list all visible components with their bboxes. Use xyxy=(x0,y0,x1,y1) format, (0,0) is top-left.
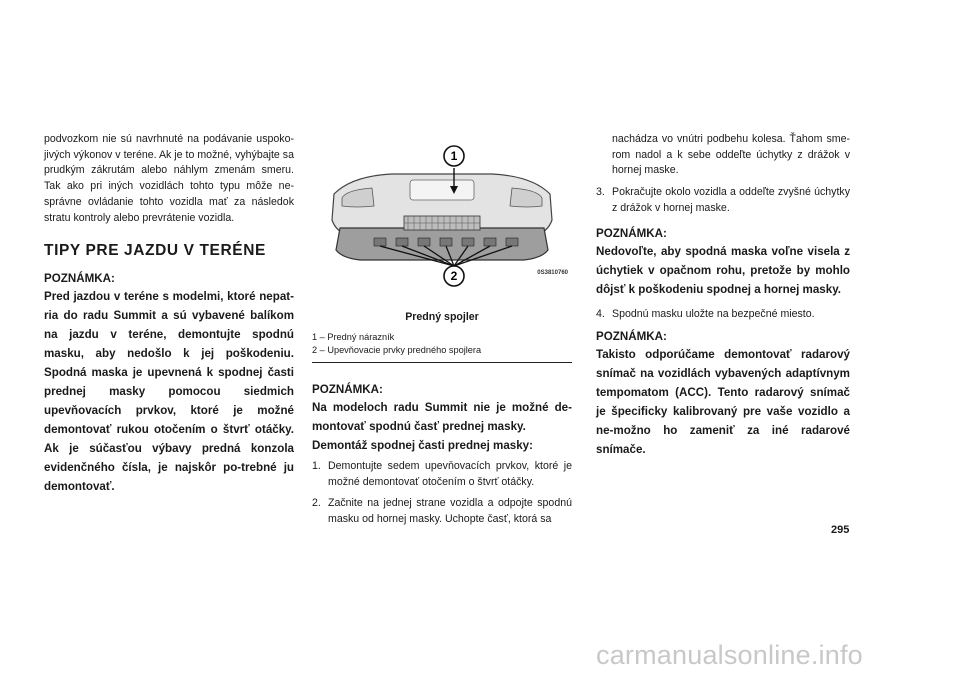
note-text: Na modeloch radu Summit nie je možné de-montovať spodnú časť prednej masky. xyxy=(312,401,572,433)
step-text: Pokračujte okolo vozidla a oddeľte zvyšné úchytky z drážok v hornej maske. xyxy=(612,186,850,214)
legend-item-1: 1 – Predný nárazník xyxy=(312,332,395,342)
figure-title: Predný spojler xyxy=(405,311,479,323)
callout-2-label: 2 xyxy=(450,269,458,283)
step-text: Spodnú masku uložte na bezpečné miesto. xyxy=(612,307,815,320)
step-item xyxy=(596,307,850,323)
step-number: 4. xyxy=(596,307,605,320)
note-label: POZNÁMKA: xyxy=(596,226,667,240)
step-item xyxy=(312,459,572,490)
step-number: 2. xyxy=(312,497,321,510)
front-spoiler-illustration xyxy=(312,132,572,307)
step-continuation: nachádza vo vnútri podbehu kolesa. Ťahom sme-rom nadol a k sebe oddeľte úchytky z drážok v hornej maske. xyxy=(612,133,850,177)
note-label: POZNÁMKA: xyxy=(312,383,383,396)
procedure-heading: Demontáž spodnej časti prednej masky: xyxy=(312,439,533,452)
legend-item-2: 2 – Upevňovacie prvky predného spojlera xyxy=(312,344,482,355)
right-column xyxy=(596,132,850,459)
step-item xyxy=(312,496,572,527)
figure-code: 0S3810760 xyxy=(537,270,568,276)
left-column xyxy=(44,132,294,496)
note-text: Pred jazdou v teréne s modelmi, ktoré nepat-ria do radu Summit a sú vybavené balíkom na jazdu v teréne, demontujte spodnú masku, aby nedošlo k jej poškodeniu. Spodná maska je upevnená k spodnej časti prednej masky pomocou siedmich upevňovacích prvkov, ktoré je možné demontovať rukou otočením o štvrť otáčky. Ak je súčasťou výbavy predná konzola evidenčného čísla, je najskôr po-trebné ju demontovať. xyxy=(44,290,294,494)
step-text: Demontujte sedem upevňovacích prvkov, ktoré je možné demontovať otočením o štvrť otáčky. xyxy=(328,460,572,488)
note-label: POZNÁMKA: xyxy=(44,272,115,286)
callout-1-label: 1 xyxy=(450,149,458,163)
bumper-figure xyxy=(312,132,572,307)
note-text: Nedovoľte, aby spodná maska voľne visela z úchytiek v opačnom rohu, pretože by mohlo dôjsť k poškodeniu spodnej a hornej masky. xyxy=(596,244,850,296)
figure-legend xyxy=(312,331,572,363)
page-number: 295 xyxy=(831,524,850,536)
middle-column xyxy=(312,132,572,534)
note-text: Takisto odporúčame demontovať radarový snímač na vozidlách vybavených adaptívnym tempomatom (ACC). Tento radarový snímač je špecificky kalibrovaný pre vaše vozidlo a ne-možno ho zameniť za iné radarové snímače. xyxy=(596,348,850,457)
step-text: Začnite na jednej strane vozidla a odpojte spodnú masku od hornej masky. Uchopte časť, ktorá sa xyxy=(328,497,572,526)
step-number: 1. xyxy=(312,460,321,472)
procedure-steps xyxy=(312,459,572,528)
intro-paragraph: podvozkom nie sú navrhnuté na podávanie uspoko-jivých výkonov v teréne. Ak je to možné, vyhýbajte sa prudkým zákrutám alebo náhlym zmenám smeru. Tak ako pri iných vozidlách tohto typu môže ne-správne ovládanie tohto vozidla mať za následok stratu kontroly alebo prevrátenie vozidla. xyxy=(44,133,294,224)
step-item xyxy=(596,185,850,216)
section-heading: TIPY PRE JAZDU V TERÉNE xyxy=(44,242,266,260)
note-label: POZNÁMKA: xyxy=(596,330,667,344)
watermark: carmanualsonline.info xyxy=(596,640,863,670)
step-number: 3. xyxy=(596,186,605,199)
